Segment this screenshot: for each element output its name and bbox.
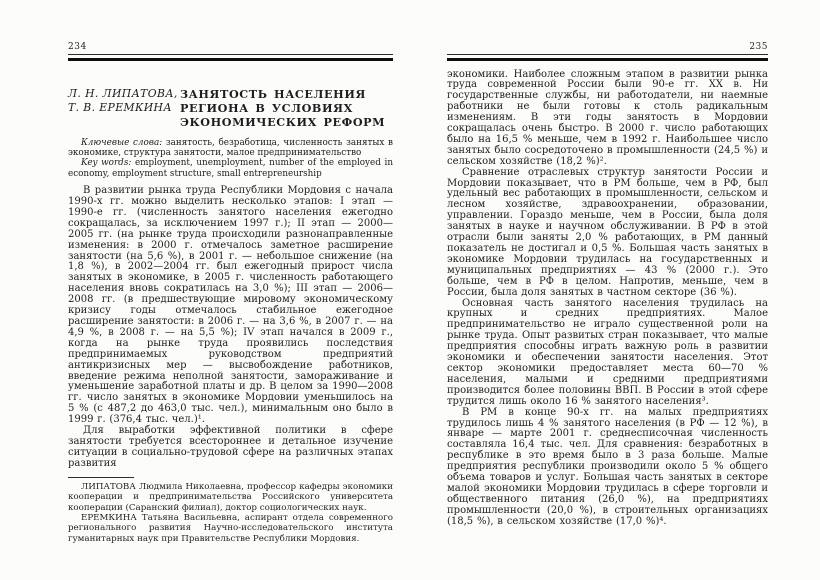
keywords-block	[68, 138, 393, 180]
footnotes-block	[68, 482, 393, 544]
body-left	[68, 186, 393, 470]
authors-block	[68, 87, 180, 129]
article-title-line-3: ЭКОНОМИЧЕСКИХ РЕФОРМ	[180, 114, 386, 129]
keywords-ru-text: занятость, безработица, численность занятых в экономике, структура занятости, малое предпринимательство	[68, 137, 393, 158]
paragraph-right-2: Сравнение отраслевых структур занятости России и Мордовии показывает, что в РМ больше, чем в РФ, был удельный вес работающих в промышленности, сельском и лесном хозяйстве, здравоохранении, образовании, управлении. Гораздо меньше, чем в России, была доля занятых в науке и научном обслуживании. В РФ в этой отрасли были заняты 2,0 % работающих, в РМ данный показатель не достигал и 0,5 %. Большая часть занятых в экономике Мордовии трудилась на государственных и муниципальных предприятиях — 43 % (2000 г.). Это больше, чем в РФ в целом. Напротив, меньше, чем в России, была доля занятых в частном секторе (36 %).	[447, 166, 768, 298]
author-line-2: Т. В. ЕРЕМКИНА	[68, 100, 172, 114]
keywords-en-text: employment, unemployment, number of the employed in economy, employment structure, small entrepreneurship	[68, 158, 393, 179]
keywords-ru	[68, 138, 393, 159]
article-title	[180, 87, 393, 129]
paragraph-left-2: Для выработки эффективной политики в сфере занятости требуется всестороннее и детальное изучение ситуации в социально-трудовой сфере на различных этапах развития	[68, 425, 393, 469]
header-rule-right	[447, 54, 768, 61]
page-right	[447, 42, 768, 528]
paragraph-right-3: Основная часть занятого населения трудилась на крупных и средних предприятиях. Малое предпринимательство не играло существенной роли на рынке труда. Опыт развитых стран показывает, что малые предприятия способны играть важную роль в развитии экономики и обеспечении занятости населения. Этот сектор экономики предоставляет места 60—70 % населения, малыми и средними предприятиями производится более половины ВВП. В России в этой сфере трудится лишь около 16 % занятого населения³.	[447, 297, 768, 407]
paragraph-right-4: В РМ в конце 90-х гг. на малых предприятиях трудилось лишь 4 % занятого населения (в РФ — 12 %), в январе — марте 2001 г. среднесписочная численность составляла 16,4 тыс. чел. Для сравнения: безработных в республике в это время было в 3 раза больше. Малые предприятия республики производили около 5 % общего объема товаров и услуг. Большая часть занятых в секторе малой экономики Мордовии трудилась в сфере торговли и общественного питания (26,0 %), на предприятиях промышленности (20,0 %), в строительных организациях (18,5 %), в сельском хозяйстве (17,0 %)⁴.	[447, 406, 768, 527]
paragraph-right-1: экономики. Наиболее сложным этапом в развитии рынка труда современной России были 90-е гг. XX в. Ни государственные службы, ни работодатели, ни наемные работники не были готовы к столь радикальным изменениям. В эти годы занятость в Мордовии сокращалась очень быстро. В 2000 г. число работающих было на 16,5 % меньше, чем в 1992 г. Наибольшее число занятых было сосредоточено в промышленности (24,5 %) и сельском хозяйстве (18,2 %)².	[447, 68, 768, 167]
body-right	[447, 70, 768, 528]
header-rule-left	[68, 54, 393, 61]
keywords-ru-label: Ключевые слова:	[81, 137, 163, 148]
page-number-right: 235	[749, 42, 768, 52]
paragraph-left-1: В развитии рынка труда Республики Мордовия с начала 1990-х гг. можно выделить несколько этапов: I этап — 1990-е гг. (численность занятого населения ежегодно сокращалась, за исключением 1997 г.); II этап — 2000—2005 гг. (на рынке труда происходили разнонаправленные изменения: в 2000 г. отмечалось заметное расширение занятости (на 5,6 %), в 2001 г. — небольшое снижение (на 1,8 %), в 2002—2004 гг. был ежегодный прирост числа занятых в экономике, в 2005 г. численность работающего населения вновь сократилась на 3,0 %); III этап — 2006—2008 гг. (в предшествующие мировому экономическому кризису годы отмечалось стабильное ежегодное расширение занятости: в 2006 г. — на 3,6 %, в 2007 г. — на 4,9 %, в 2008 г. — на 5,5 %); IV этап начался в 2009 г., когда на рынке труда проявились последствия предпринимаемых руководством предприятий антикризисных мер — высвобождение работников, введение режима неполной занятости, замораживание и уменьшение заработной платы и др. В целом за 1990—2008 гг. число занятых в экономике Мордовии уменьшилось на 5 % (с 487,2 до 463,0 тыс. чел.), минимальным оно было в 1999 г. (376,4 тыс. чел.)¹.	[68, 185, 393, 426]
footnote-author-2: ЕРЕМКИНА Татьяна Васильевна, аспирант отдела современного регионального развития Научно-исследовательского института гуманитарных наук при Правительстве Республики Мордовия.	[68, 512, 393, 544]
page-number-left: 234	[68, 42, 87, 52]
article-title-line-1: ЗАНЯТОСТЬ НАСЕЛЕНИЯ	[180, 86, 366, 101]
keywords-en	[68, 158, 393, 179]
article-title-line-2: РЕГИОНА В УСЛОВИЯХ	[180, 100, 353, 115]
byline-title-block	[68, 87, 393, 129]
keywords-en-label: Key words:	[81, 158, 132, 169]
footnote-author-1: ЛИПАТОВА Людмила Николаевна, профессор кафедры экономики кооперации и предпринимательства Российского университета кооперации (Саранский филиал), доктор социологических наук.	[68, 481, 393, 513]
author-line-1: Л. Н. ЛИПАТОВА,	[68, 86, 178, 100]
page-left	[68, 42, 393, 544]
footnote-separator	[68, 477, 134, 478]
